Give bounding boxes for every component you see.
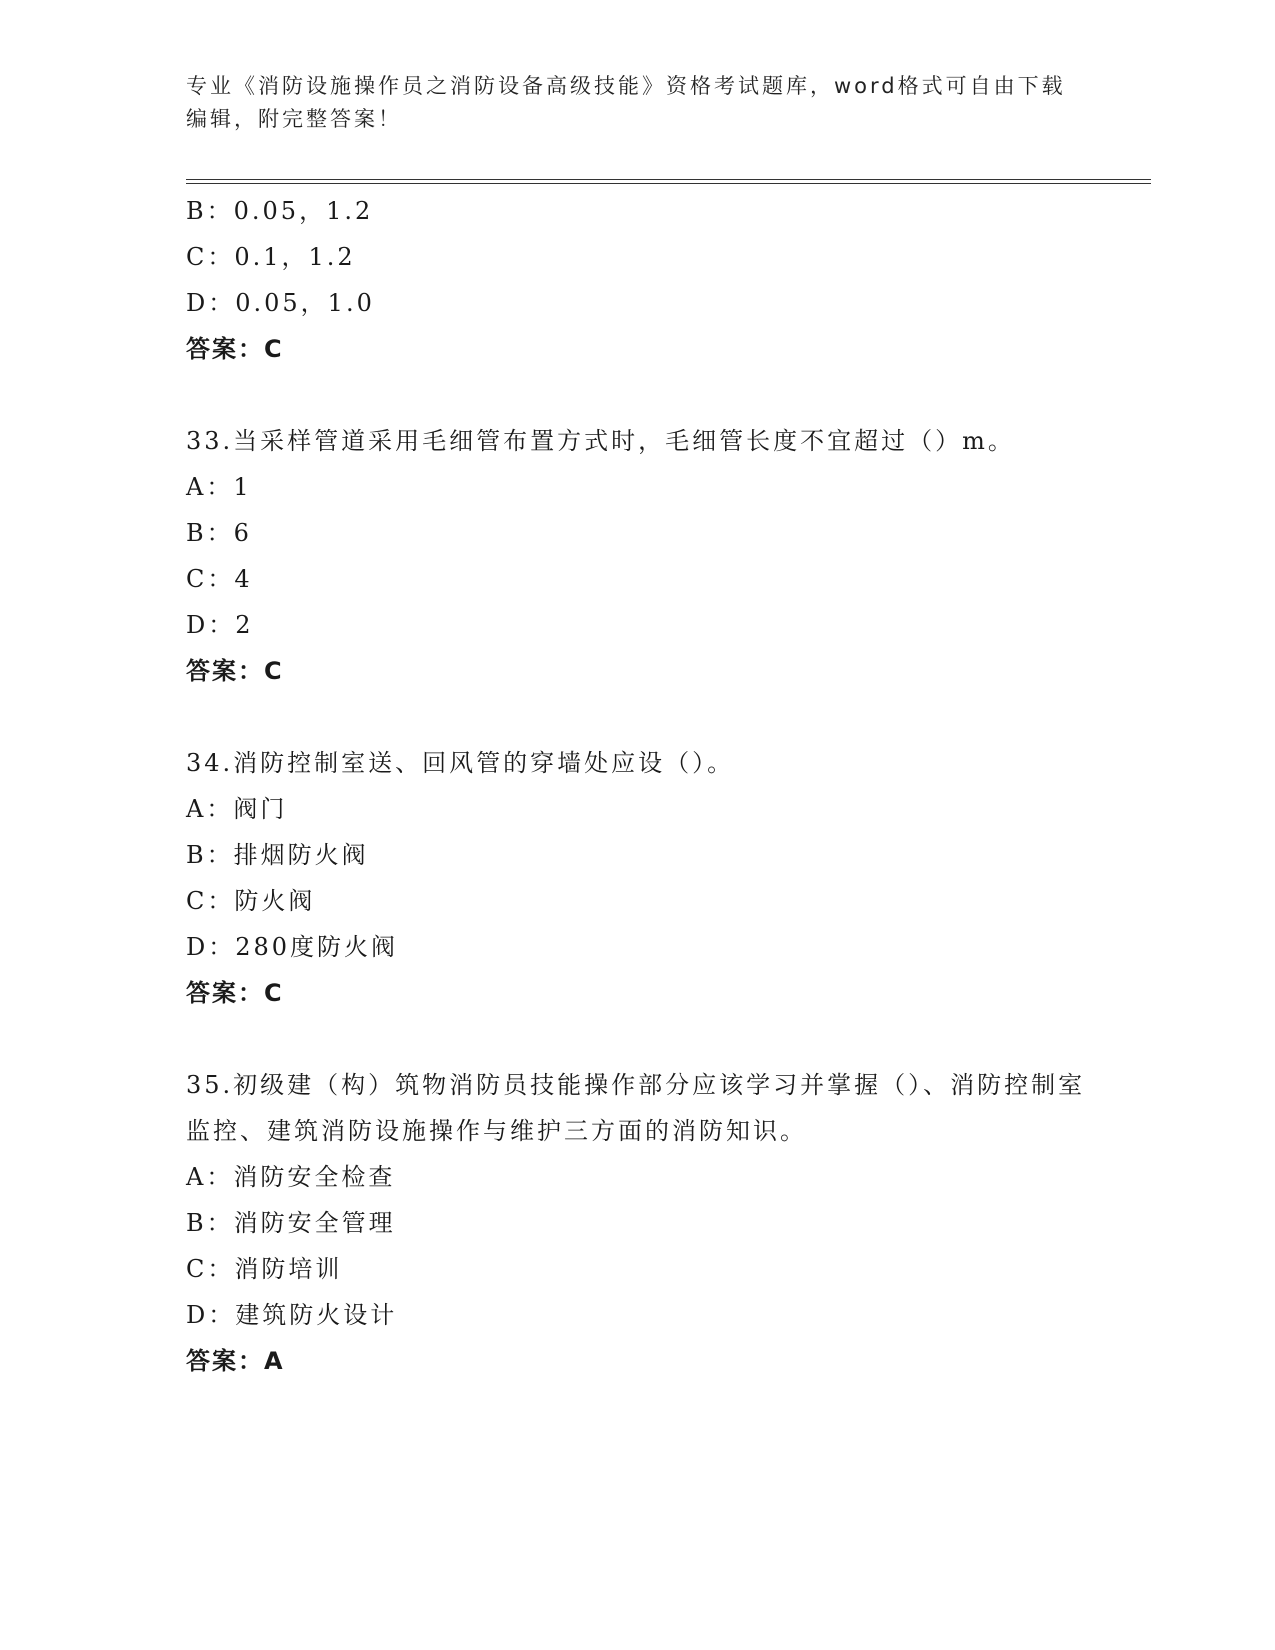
option-d: D：2 xyxy=(186,611,254,639)
option-b: B：消防安全管理 xyxy=(186,1209,396,1237)
question-block-35 xyxy=(186,1062,1086,1384)
answer-line: 答案：C xyxy=(186,979,284,1007)
spacer xyxy=(186,1016,1086,1062)
option-c: C：4 xyxy=(186,565,253,593)
header-divider-top xyxy=(186,179,1151,180)
spacer xyxy=(186,372,1086,418)
option-c: C：消防培训 xyxy=(186,1255,343,1283)
option-c: C：0.1，1.2 xyxy=(186,243,356,271)
question-text: 35.初级建（构）筑物消防员技能操作部分应该学习并掌握（）、消防控制室监控、建筑消防设施操作与维护三方面的消防知识。 xyxy=(186,1071,1086,1145)
answer-line: 答案：A xyxy=(186,1347,285,1375)
option-d: D：建筑防火设计 xyxy=(186,1301,398,1329)
option-a: A：1 xyxy=(186,473,252,501)
header-divider-bottom xyxy=(186,183,1151,184)
question-list xyxy=(186,188,1086,1384)
option-d: D：280度防火阀 xyxy=(186,933,399,961)
option-d: D：0.05，1.0 xyxy=(186,289,375,317)
option-a: A：消防安全检查 xyxy=(186,1163,396,1191)
option-c: C：防火阀 xyxy=(186,887,316,915)
option-b: B：6 xyxy=(186,519,252,547)
option-a: A：阀门 xyxy=(186,795,288,823)
answer-line: 答案：C xyxy=(186,335,284,363)
question-block-32 xyxy=(186,188,1086,372)
option-b: B：排烟防火阀 xyxy=(186,841,369,869)
question-text: 34.消防控制室送、回风管的穿墙处应设（）。 xyxy=(186,749,735,777)
answer-line: 答案：C xyxy=(186,657,284,685)
question-text: 33.当采样管道采用毛细管布置方式时，毛细管长度不宜超过（）m。 xyxy=(186,427,1015,455)
document-header: 专业《消防设施操作员之消防设备高级技能》资格考试题库，word格式可自由下载编辑，附完整答案！ xyxy=(186,74,1066,131)
question-block-33 xyxy=(186,418,1086,694)
option-b: B：0.05，1.2 xyxy=(186,197,374,225)
spacer xyxy=(186,694,1086,740)
question-block-34 xyxy=(186,740,1086,1016)
